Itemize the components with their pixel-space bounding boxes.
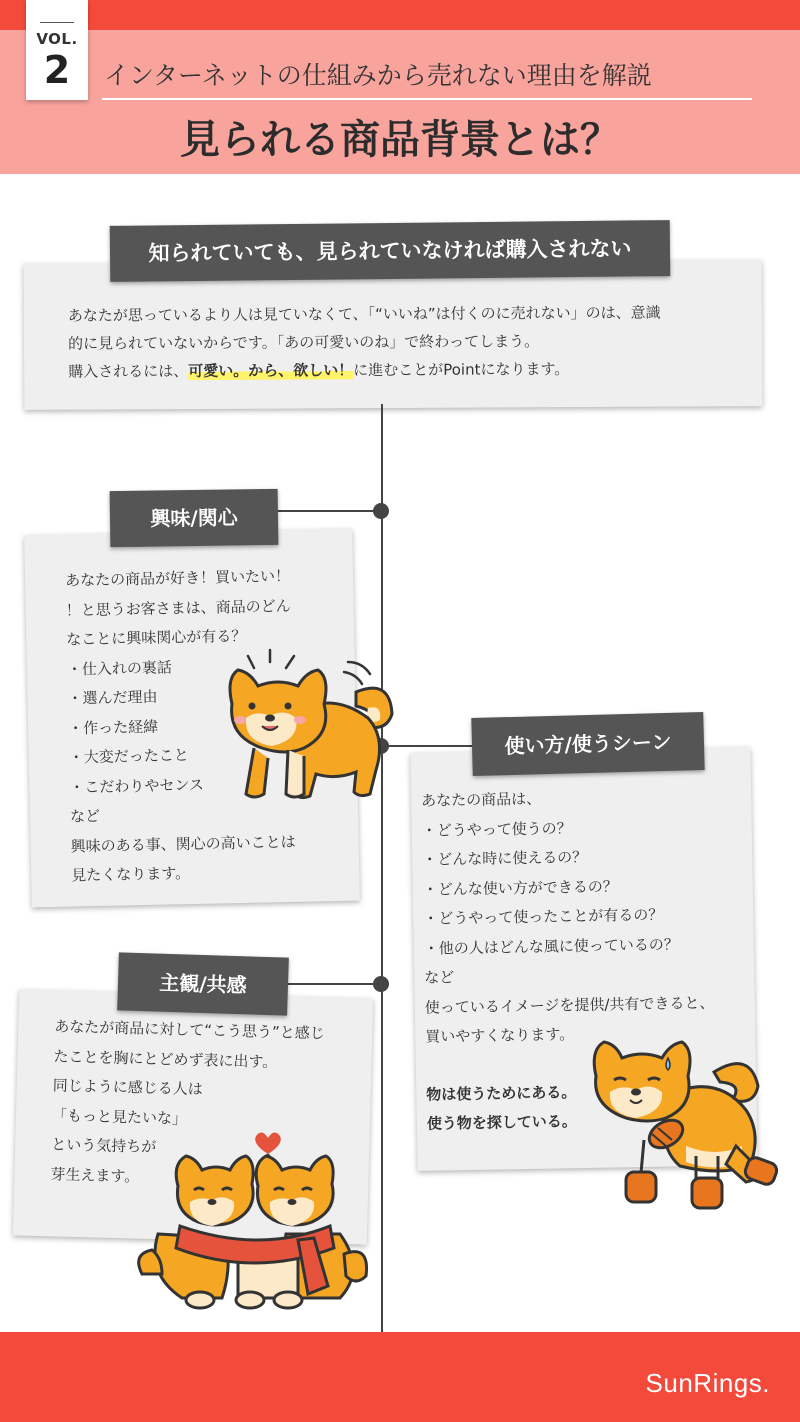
usage-line-3: ・どんな時に使えるの？ [422, 847, 588, 869]
interest-line-2: ！と思うお客さまは、商品のどん [65, 596, 291, 620]
shiba-dog-brushing-icon [586, 1036, 792, 1218]
interest-line-6: ・作った経緯 [67, 717, 159, 738]
interest-line-3: なことに興味関心が有る？ [66, 626, 247, 649]
interest-line-4: ・仕入れの裏話 [66, 657, 173, 679]
intro-line-3-post: に進むことがPointになります。 [353, 360, 570, 380]
intro-line-2: 的に見られていないからです。「あの可愛いのね」で終わってしまう。 [67, 332, 540, 353]
intro-highlight: 可愛い。から、欲しい！ [188, 361, 354, 381]
volume-number: 2 [43, 48, 71, 92]
volume-tag [26, 0, 88, 100]
empathy-label: 主観/共感 [117, 952, 289, 1015]
interest-line-1: あなたの商品が好き！買いたい！ [64, 566, 291, 590]
page-subtitle: インターネットの仕組みから売れない理由を解説 [104, 61, 652, 90]
brand-logo: SunRings. [645, 1368, 770, 1398]
top-accent-band [0, 0, 800, 30]
page-title: 見られる商品背景とは？ [180, 117, 620, 163]
empathy-line-3: 同じように感じる人は [52, 1076, 203, 1099]
interest-line-9: など [69, 806, 101, 826]
interest-line-8: ・こだわりやセンス [69, 775, 205, 797]
usage-line-2: ・どうやって使うの？ [421, 818, 572, 840]
usage-label: 使い方/使うシーン [471, 712, 704, 776]
interest-line-11: 見たくなります。 [71, 864, 191, 885]
usage-line-6: ・他の人はどんな風に使っているの？ [423, 934, 679, 958]
usage-line-1: あなたの商品は、 [421, 789, 542, 810]
empathy-line-5: という気持ちが [51, 1135, 157, 1157]
shiba-dogs-scarf-icon [138, 1124, 374, 1310]
volume-label: VOL. [36, 30, 78, 48]
intro-line-3-pre: 購入されるには、 [68, 362, 189, 381]
usage-line-9: 買いやすくなります。 [425, 1025, 575, 1046]
timeline-connector-interest [275, 510, 381, 512]
timeline-line [381, 404, 383, 1334]
usage-line-5: ・どうやって使ったことが有るの？ [423, 905, 664, 928]
intro-line-1: あなたが思っているより人は見ていなくて、「“いいね”は付くのに売れない」のは、意識 [67, 303, 661, 325]
timeline-dot-interest [373, 503, 389, 519]
volume-divider [40, 22, 74, 23]
usage-line-7: など [424, 968, 455, 987]
empathy-line-1: あなたが商品に対して“こう思う”と感じ [54, 1017, 326, 1043]
intro-line-3 [68, 355, 661, 386]
usage-bold-line-1: 物は使うためにある。 [426, 1082, 577, 1104]
subtitle-divider [102, 98, 752, 100]
interest-line-10: 興味のある事、関心の高いことは [70, 832, 296, 856]
interest-label: 興味/関心 [110, 489, 279, 547]
interest-line-7: ・大変だったこと [68, 746, 189, 767]
empathy-line-2: たことを胸にとどめず表に出す。 [53, 1046, 278, 1071]
usage-bold-line-2: 使う物を探している。 [426, 1112, 578, 1133]
empathy-line-4: 「もっと見たいな」 [51, 1105, 188, 1128]
empathy-line-6: 芽生えます。 [50, 1164, 140, 1186]
intro-label: 知られていても、見られていなければ購入されない [110, 220, 671, 282]
shiba-dog-wagging-icon [218, 648, 398, 808]
interest-line-5: ・選んだ理由 [67, 687, 158, 708]
timeline-dot-empathy [373, 976, 389, 992]
usage-line-4: ・どんな使い方ができるの？ [422, 876, 618, 899]
intro-card [24, 260, 763, 410]
usage-line-8: 使っているイメージを提供/共有できると、 [424, 993, 715, 1017]
timeline-connector-empathy [285, 983, 381, 985]
